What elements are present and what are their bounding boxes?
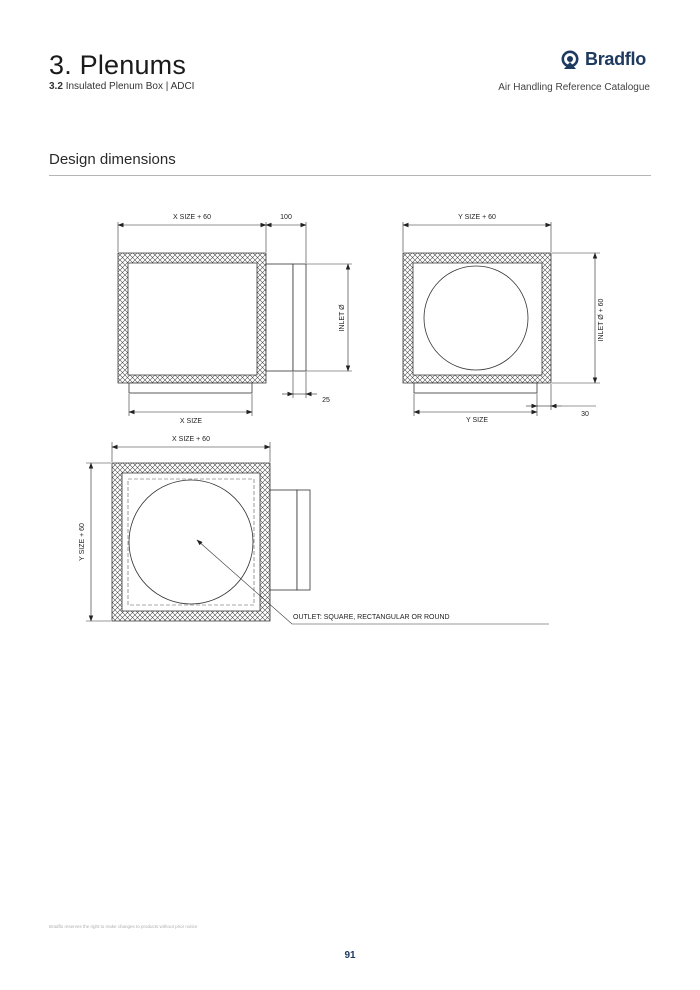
side-inlet-spigot	[266, 264, 293, 371]
top-inlet-collar	[297, 490, 310, 590]
front-view	[403, 214, 605, 424]
side-view	[118, 214, 352, 425]
top-left-dim-label: Y SIZE + 60	[79, 523, 86, 561]
side-bottom-dim-label: X SIZE	[179, 418, 203, 425]
side-top-dim-label: X SIZE + 60	[173, 214, 211, 221]
side-base-flange	[129, 383, 252, 393]
side-inlet-collar	[293, 264, 306, 371]
top-top-dim-label: X SIZE + 60	[172, 436, 210, 443]
side-insulation-wall	[118, 253, 266, 383]
side-inlet-label: INLET Ø	[339, 304, 346, 332]
front-top-dim-label: Y SIZE + 60	[458, 214, 496, 221]
top-inlet-spigot	[270, 490, 297, 590]
page-title: 3. Plenums	[49, 50, 187, 80]
front-bottom-dim-label: Y SIZE	[465, 417, 489, 424]
footer-disclaimer: Bradflo reserves the right to make changes to products without prior notice	[49, 924, 198, 929]
subtitle-number: 3.2	[49, 81, 63, 92]
top-outlet-circle	[129, 480, 253, 604]
catalogue-title: Air Handling Reference Catalogue	[498, 82, 650, 93]
outlet-callout-label: OUTLET: SQUARE, RECTANGULAR OR ROUND	[293, 614, 450, 621]
front-inlet-circle	[424, 266, 528, 370]
side-offset-label: 25	[322, 397, 330, 404]
section-heading: Design dimensions	[49, 151, 176, 168]
subtitle-text: Insulated Plenum Box | ADCI	[65, 81, 195, 92]
front-base-flange	[414, 383, 537, 393]
brand-name: Bradflo	[585, 49, 646, 69]
front-offset-label: 30	[581, 411, 589, 418]
side-spigot-dim-label: 100	[280, 214, 292, 221]
page-number: 91	[344, 950, 356, 961]
front-right-dim-label: INLET Ø + 60	[598, 298, 605, 342]
top-view	[79, 436, 549, 624]
